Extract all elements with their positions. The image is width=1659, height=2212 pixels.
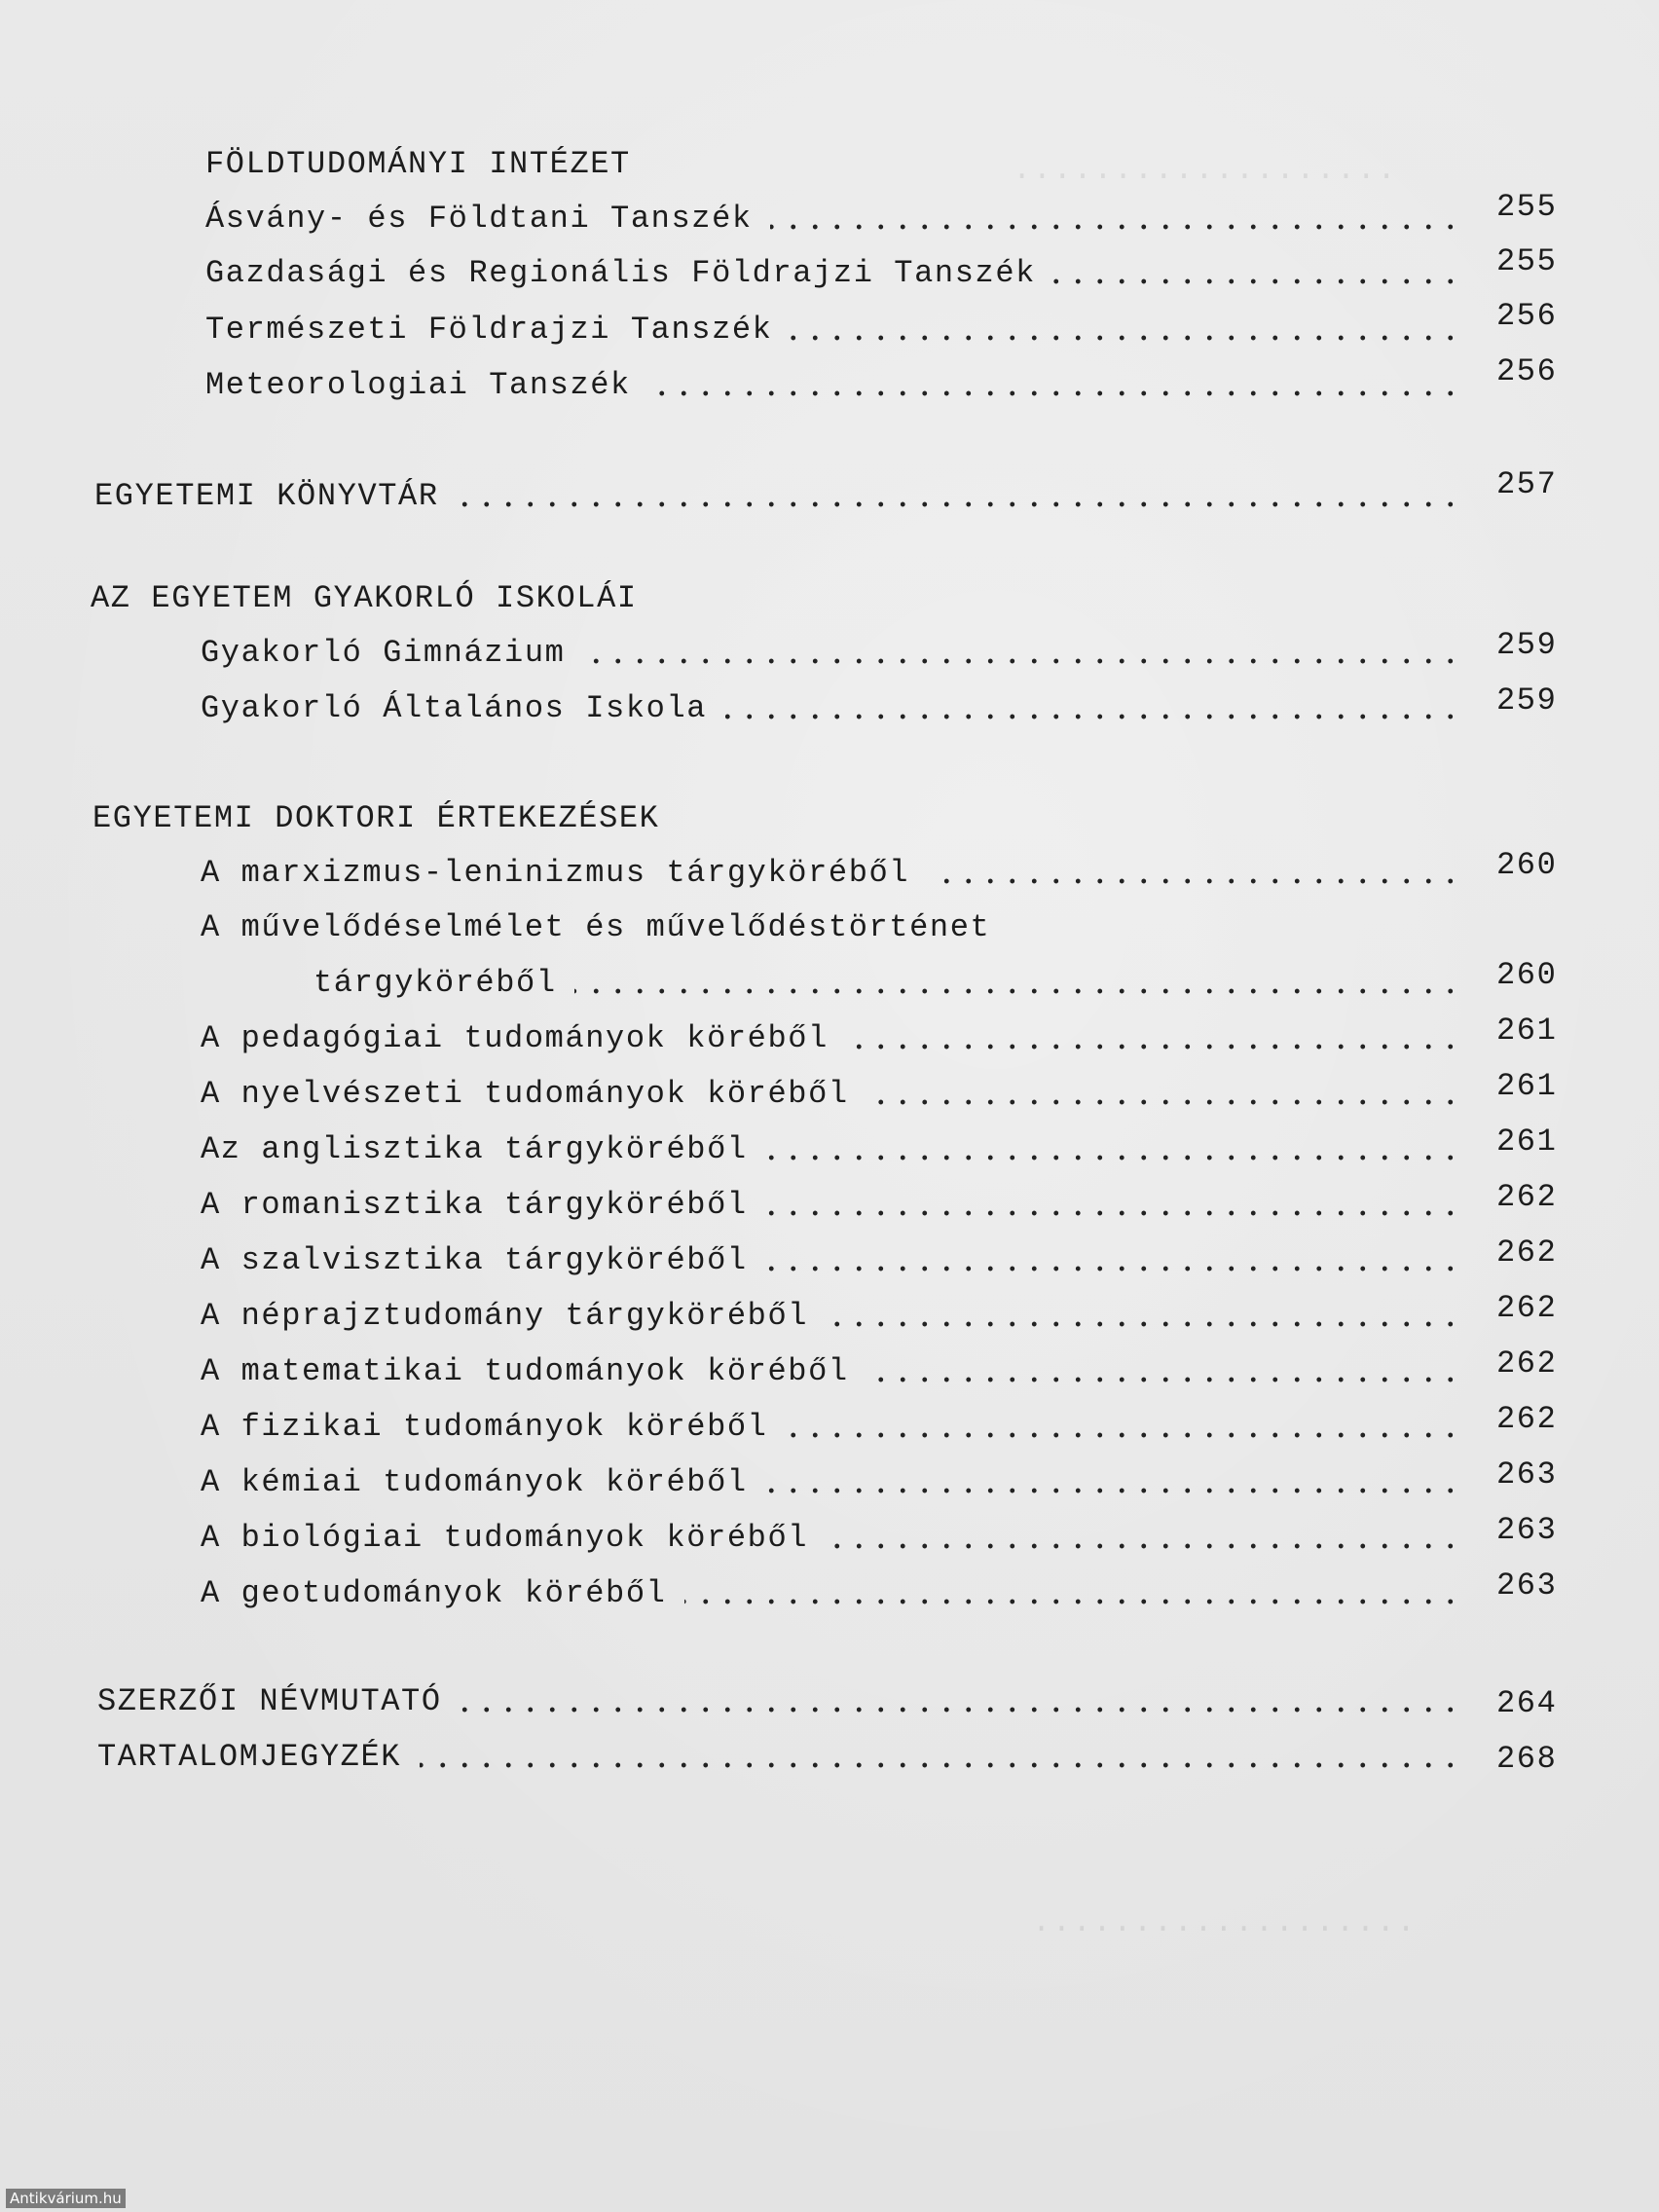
dot-leader [725, 684, 1461, 733]
dot-leader [928, 849, 1461, 898]
toc-entry [201, 1347, 1461, 1396]
dot-leader [765, 1181, 1461, 1230]
toc-entry-label: A biológiai tudományok köréből [201, 1520, 809, 1556]
toc-entry-label: A nyelvészeti tudományok köréből [201, 1076, 849, 1112]
toc-entry-page: 260 [1496, 847, 1558, 883]
toc-entry [201, 903, 1461, 952]
toc-entry-page: 261 [1496, 1068, 1558, 1104]
toc-entry-page: 268 [1496, 1741, 1558, 1777]
dot-leader [648, 361, 1461, 410]
toc-entry [205, 361, 1461, 410]
dot-leader [765, 1458, 1461, 1507]
toc-entry-label: EGYETEMI KÖNYVTÁR [94, 478, 439, 514]
dot-leader [846, 1014, 1461, 1063]
toc-entry [201, 1514, 1461, 1563]
toc-entry-label: A kémiai tudományok köréből [201, 1464, 748, 1500]
toc-entry-page: 262 [1496, 1290, 1558, 1326]
toc-entry [201, 629, 1461, 678]
show-through-text: ................... [1032, 1904, 1418, 1940]
toc-entry-page: 262 [1496, 1401, 1558, 1437]
toc-entry [201, 1403, 1461, 1452]
toc-entry-page: 259 [1496, 627, 1558, 663]
toc-entry-page: 262 [1496, 1179, 1558, 1215]
toc-entry-label: Gyakorló Gimnázium [201, 635, 566, 671]
toc-entry-label: Gyakorló Általános Iskola [201, 690, 708, 726]
toc-entry [201, 684, 1461, 733]
section-heading-doktori: EGYETEMI DOKTORI ÉRTEKEZÉSEK [92, 800, 660, 836]
dot-leader [765, 1236, 1461, 1285]
dot-leader [786, 1403, 1461, 1452]
toc-entry [201, 1458, 1461, 1507]
toc-entry-page: 261 [1496, 1124, 1558, 1160]
dot-leader [1053, 249, 1461, 298]
toc-entry-page: 260 [1496, 957, 1558, 993]
toc-entry-nevmutato [97, 1677, 1461, 1726]
dot-leader [684, 1569, 1461, 1618]
toc-entry-label: A romanisztika tárgyköréből [201, 1187, 748, 1223]
toc-entry-label: A művelődéselmélet és művelődéstörténet [201, 909, 991, 945]
dot-leader [574, 959, 1461, 1008]
toc-entry [205, 306, 1461, 354]
toc-entry [201, 1292, 1461, 1341]
toc-entry-label: A pedagógiai tudományok köréből [201, 1020, 829, 1056]
toc-entry-label: Természeti Földrajzi Tanszék [205, 312, 773, 348]
dot-leader [765, 1125, 1461, 1174]
dot-leader [866, 1070, 1461, 1119]
toc-entry [313, 959, 1461, 1008]
toc-entry-label: Az anglisztika tárgyköréből [201, 1131, 748, 1167]
show-through-text: ................... [1013, 152, 1398, 188]
toc-entry-label: A szalvisztika tárgyköréből [201, 1242, 748, 1278]
toc-entry-label: SZERZŐI NÉVMUTATÓ [97, 1683, 442, 1719]
toc-entry [201, 1569, 1461, 1618]
dot-leader [866, 1347, 1461, 1396]
toc-entry-page: 256 [1496, 298, 1558, 334]
toc-entry-label: Gazdasági és Regionális Földrajzi Tanszék [205, 255, 1036, 291]
toc-entry [201, 1236, 1461, 1285]
toc-entry [201, 1070, 1461, 1119]
toc-entry-label: A matematikai tudományok köréből [201, 1353, 849, 1389]
toc-entry-page: 256 [1496, 353, 1558, 389]
toc-entry-page: 264 [1496, 1685, 1558, 1721]
dot-leader [457, 472, 1461, 521]
toc-entry [205, 195, 1461, 243]
section-heading-foldtudomanyi: FÖLDTUDOMÁNYI INTÉZET [205, 146, 631, 182]
toc-entry-label: A geotudományok köréből [201, 1575, 667, 1611]
toc-entry-page: 263 [1496, 1456, 1558, 1493]
toc-entry-page: 262 [1496, 1235, 1558, 1271]
toc-entry [205, 249, 1461, 298]
dot-leader [460, 1677, 1461, 1726]
toc-entry-label: A marxizmus-leninizmus tárgyköréből [201, 855, 910, 891]
dot-leader [770, 195, 1461, 243]
watermark-logo: Antikvárium.hu [6, 2189, 126, 2208]
toc-entry-tartalom [97, 1733, 1461, 1782]
toc-entry [201, 1014, 1461, 1063]
toc-entry-page: 255 [1496, 189, 1558, 225]
toc-entry [201, 1181, 1461, 1230]
dot-leader [583, 629, 1461, 678]
dot-leader [827, 1292, 1461, 1341]
toc-entry-page: 262 [1496, 1346, 1558, 1382]
toc-entry-label: A fizikai tudományok köréből [201, 1409, 768, 1445]
toc-entry-page: 255 [1496, 243, 1558, 279]
toc-entry-label: TARTALOMJEGYZÉK [97, 1739, 402, 1775]
dot-leader [791, 306, 1461, 354]
dot-leader [827, 1514, 1461, 1563]
toc-entry [201, 849, 1461, 898]
section-heading-gyakorlo: AZ EGYETEM GYAKORLÓ ISKOLÁI [91, 580, 638, 616]
toc-entry-page: 263 [1496, 1567, 1558, 1604]
toc-entry-page: 263 [1496, 1512, 1558, 1548]
toc-entry-label: A néprajztudomány tárgyköréből [201, 1298, 809, 1334]
toc-entry [201, 1125, 1461, 1174]
toc-entry-page: 259 [1496, 682, 1558, 719]
toc-entry-label: Meteorologiai Tanszék [205, 367, 631, 403]
toc-entry-konyvtar [94, 472, 1461, 521]
toc-entry-label: Ásvány- és Földtani Tanszék [205, 201, 753, 237]
toc-entry-page: 257 [1496, 466, 1558, 502]
toc-entry-label: tárgyköréből [313, 965, 557, 1001]
toc-entry-page: 261 [1496, 1013, 1558, 1049]
dot-leader [420, 1733, 1461, 1782]
